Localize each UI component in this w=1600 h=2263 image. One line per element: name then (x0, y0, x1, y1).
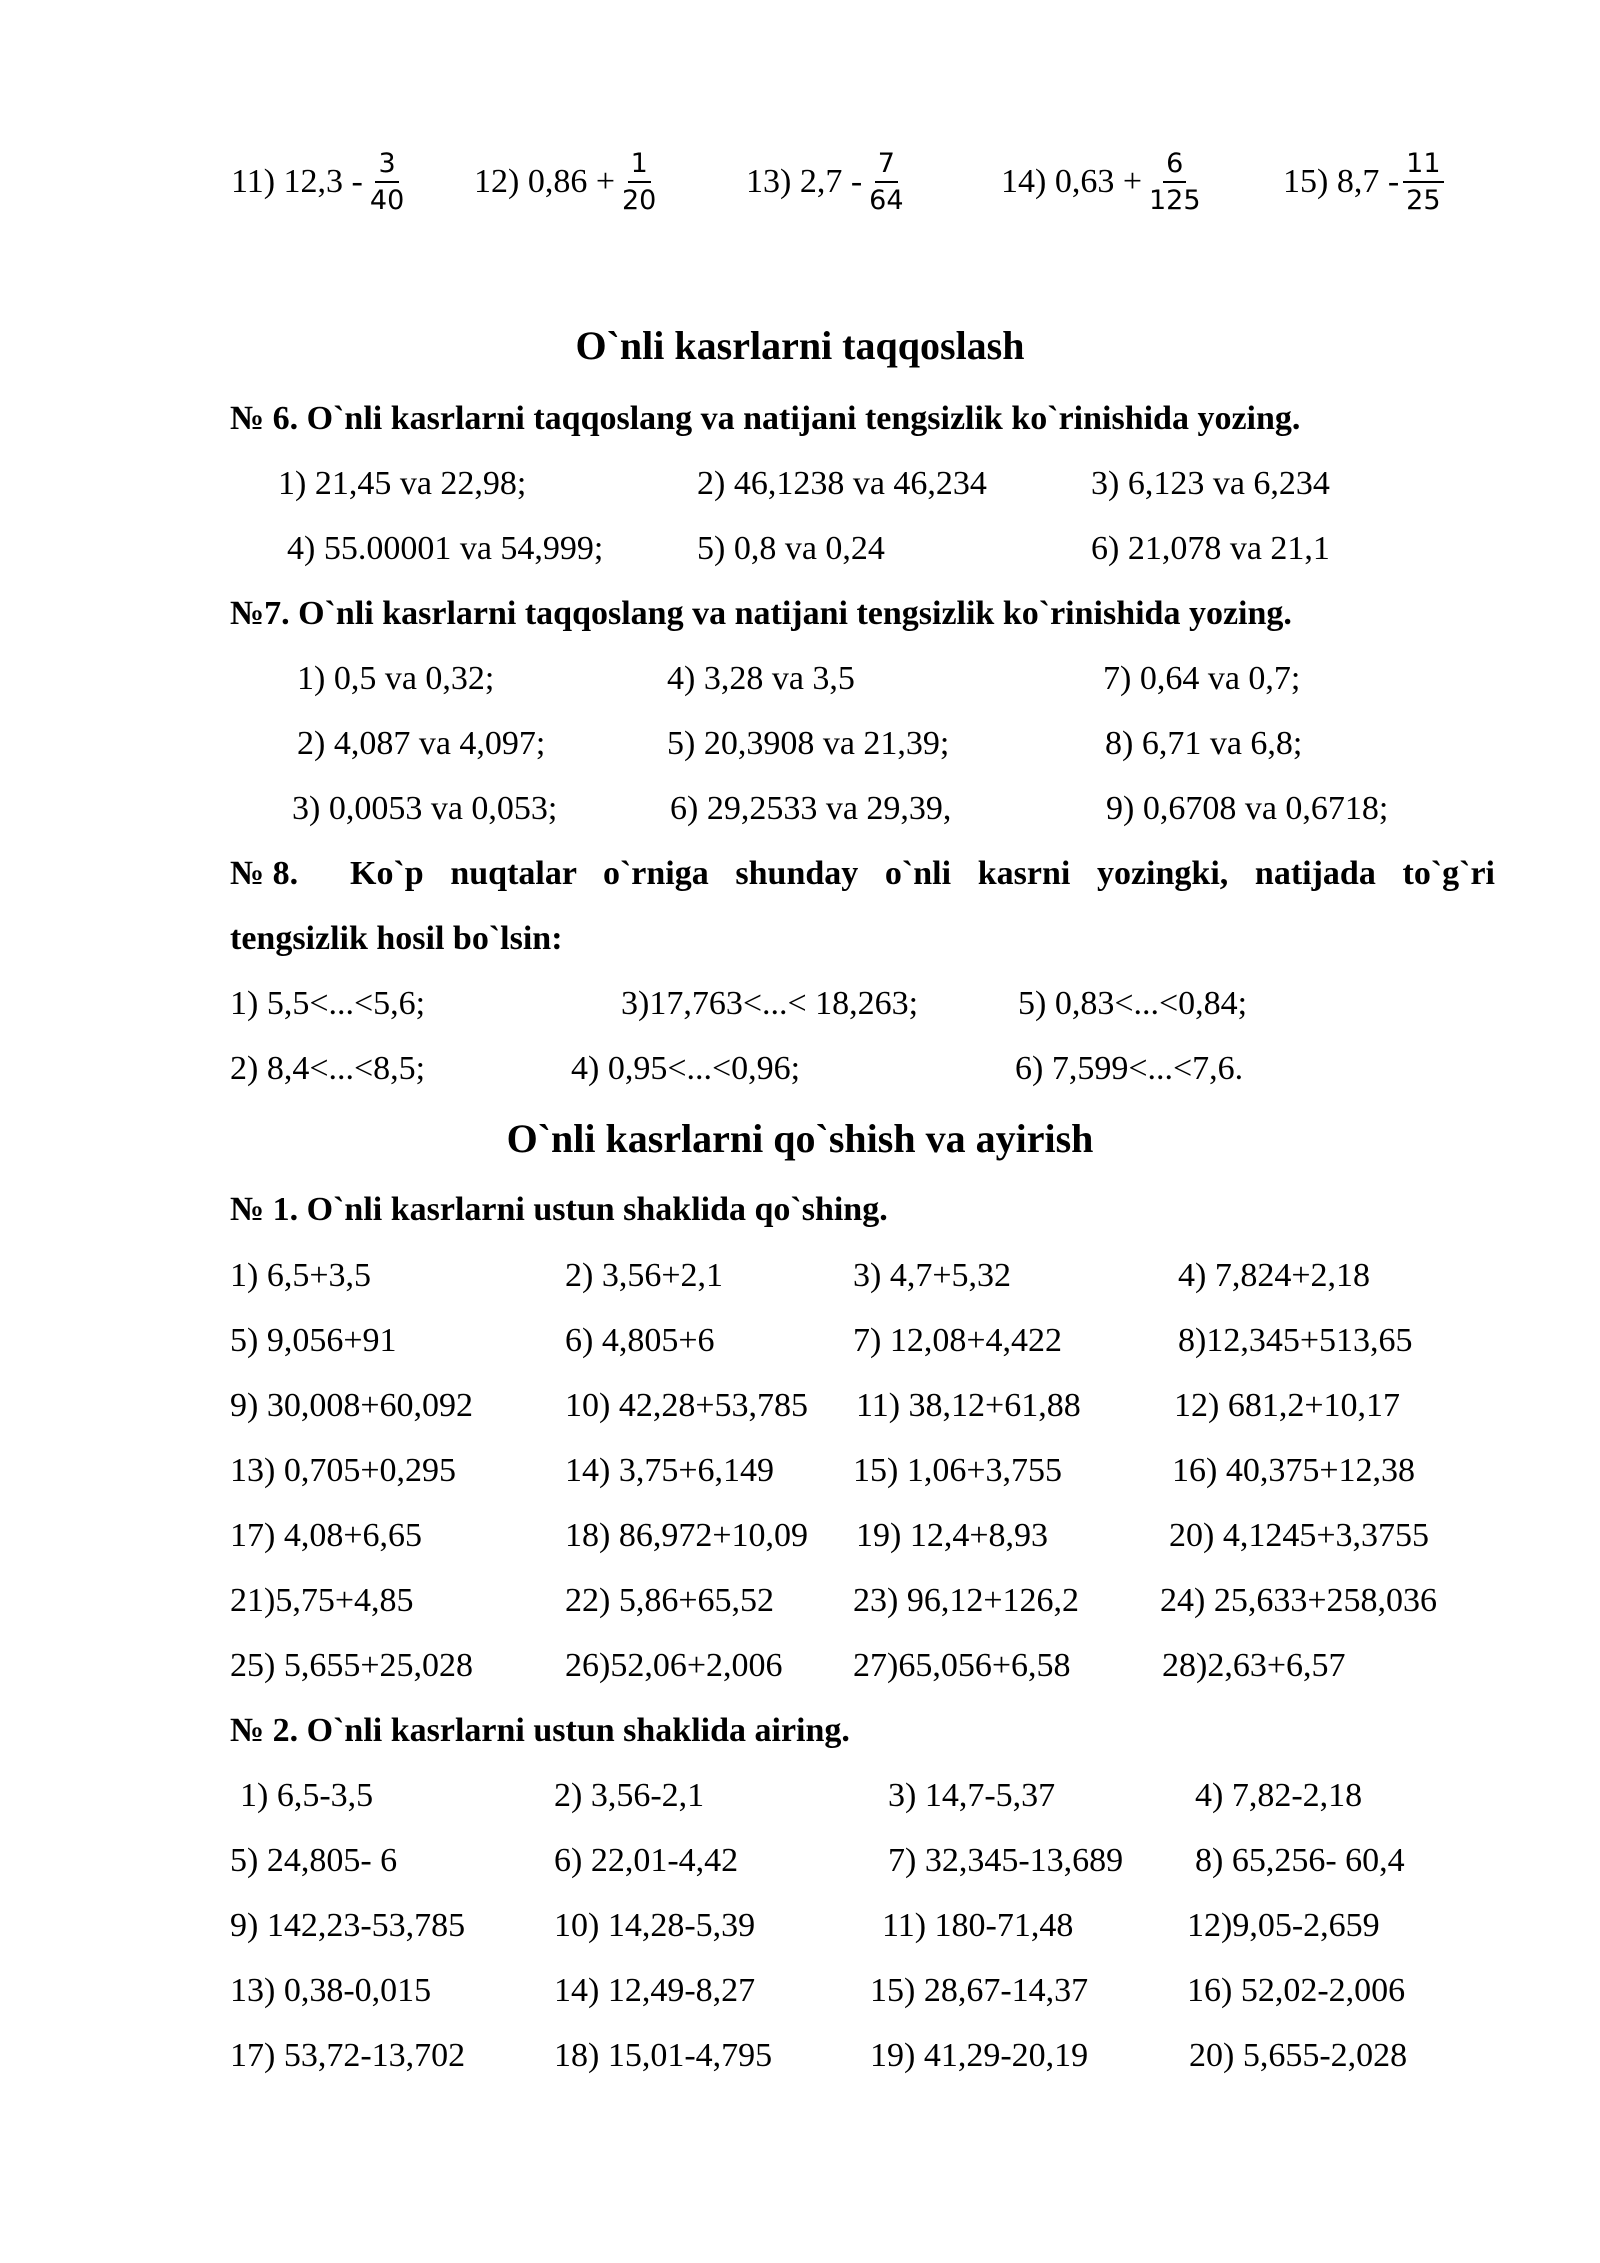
section-title-addition-subtraction: O`nli kasrlarni qo`shish va ayirish (506, 1116, 1094, 1161)
ex1-item: 17) 4,08+6,65 (230, 1517, 422, 1554)
fraction-exercise-14 (1001, 150, 1204, 214)
ex1-item: 3) 4,7+5,32 (853, 1257, 1011, 1294)
exercise-label: 11) 12,3 - (231, 163, 363, 200)
ex2-item: 12)9,05-2,659 (1187, 1907, 1380, 1944)
exercise-label: 15) 8,7 - (1283, 163, 1400, 200)
denominator: 25 (1406, 185, 1441, 216)
ex2-item: 19) 41,29-20,19 (870, 2037, 1089, 2074)
fraction (866, 150, 906, 214)
ex1-item: 20) 4,1245+3,3755 (1169, 1517, 1429, 1554)
ex1-item: 26)52,06+2,006 (565, 1647, 783, 1684)
ex2-item: 3) 14,7-5,37 (888, 1777, 1056, 1814)
ex7-item: 2) 4,087 va 4,097; (297, 725, 546, 762)
ex1-item: 2) 3,56+2,1 (565, 1257, 723, 1294)
ex7-item: 7) 0,64 va 0,7; (1103, 660, 1301, 697)
exercise-6-heading: № 6. O`nli kasrlarni taqqoslang va natijani tengsizlik ko`rinishida yozing. (230, 400, 1301, 437)
ex2-item: 15) 28,67-14,37 (870, 1972, 1089, 2009)
ex7-item: 3) 0,0053 va 0,053; (292, 790, 558, 827)
ex2-item: 2) 3,56-2,1 (554, 1777, 705, 1814)
denominator: 125 (1149, 185, 1201, 216)
ex1-item: 13) 0,705+0,295 (230, 1452, 456, 1489)
ex1-item: 19) 12,4+8,93 (856, 1517, 1048, 1554)
numerator: 1 (628, 150, 651, 183)
exercise-7-heading: №7. O`nli kasrlarni taqqoslang va natijani tengsizlik ko`rinishida yozing. (230, 595, 1292, 632)
ex2-item: 10) 14,28-5,39 (554, 1907, 756, 1944)
ex1-item: 25) 5,655+25,028 (230, 1647, 473, 1684)
ex2-item: 16) 52,02-2,006 (1187, 1972, 1406, 2009)
ex7-item: 8) 6,71 va 6,8; (1105, 725, 1303, 762)
ex7-item: 4) 3,28 va 3,5 (667, 660, 855, 697)
ex8-item: 5) 0,83<...<0,84; (1018, 985, 1248, 1022)
ex2-item: 14) 12,49-8,27 (554, 1972, 756, 2009)
ex6-item: 2) 46,1238 va 46,234 (697, 465, 987, 502)
ex6-item: 6) 21,078 va 21,1 (1091, 530, 1330, 567)
ex1-item: 18) 86,972+10,09 (565, 1517, 808, 1554)
ex2-item: 17) 53,72-13,702 (230, 2037, 466, 2074)
ex8-item: 4) 0,95<...<0,96; (571, 1050, 801, 1087)
numerator: 11 (1403, 150, 1443, 183)
numerator: 6 (1163, 150, 1186, 183)
ex1-item: 7) 12,08+4,422 (853, 1322, 1062, 1359)
ex2-item: 7) 32,345-13,689 (888, 1842, 1124, 1879)
ex6-item: 3) 6,123 va 6,234 (1091, 465, 1330, 502)
ex1-item: 21)5,75+4,85 (230, 1582, 414, 1619)
ex1-item: 11) 38,12+61,88 (856, 1387, 1081, 1424)
ex8-item: 1) 5,5<...<5,6; (230, 985, 426, 1022)
ex2-item: 5) 24,805- 6 (230, 1842, 398, 1879)
ex1-item: 10) 42,28+53,785 (565, 1387, 808, 1424)
ex1-item: 24) 25,633+258,036 (1160, 1582, 1437, 1619)
ex2-item: 20) 5,655-2,028 (1189, 2037, 1408, 2074)
ex8-item: 2) 8,4<...<8,5; (230, 1050, 426, 1087)
fraction (1403, 150, 1443, 214)
ex1-item: 14) 3,75+6,149 (565, 1452, 774, 1489)
fraction (367, 150, 407, 214)
exercise-8-heading-line2: tengsizlik hosil bo`lsin: (230, 920, 563, 957)
ex1-item: 4) 7,824+2,18 (1178, 1257, 1370, 1294)
ex2-item: 18) 15,01-4,795 (554, 2037, 773, 2074)
ex1-item: 1) 6,5+3,5 (230, 1257, 371, 1294)
exercise-label: 12) 0,86 + (474, 163, 615, 200)
numerator: 7 (875, 150, 898, 183)
ex1-item: 27)65,056+6,58 (853, 1647, 1071, 1684)
section-title-comparison: O`nli kasrlarni taqqoslash (575, 323, 1025, 368)
ex7-item: 6) 29,2533 va 29,39, (670, 790, 952, 827)
exercise-1-heading: № 1. O`nli kasrlarni ustun shaklida qo`shing. (230, 1191, 888, 1228)
ex2-item: 6) 22,01-4,42 (554, 1842, 739, 1879)
ex2-item: 4) 7,82-2,18 (1195, 1777, 1363, 1814)
exercise-8-heading-line1: Ko`p nuqtalar o`rniga shunday o`nli kasrni yozingki, natijada to`g`ri (350, 855, 1495, 892)
fraction-exercise-13 (746, 150, 907, 214)
exercise-2-heading: № 2. O`nli kasrlarni ustun shaklida airing. (230, 1712, 850, 1749)
ex1-item: 9) 30,008+60,092 (230, 1387, 473, 1424)
ex7-item: 5) 20,3908 va 21,39; (667, 725, 950, 762)
ex2-item: 13) 0,38-0,015 (230, 1972, 432, 2009)
ex1-item: 12) 681,2+10,17 (1174, 1387, 1400, 1424)
exercise-label: 13) 2,7 - (746, 163, 863, 200)
exercise-8-number: № 8. (230, 855, 299, 892)
exercise-label: 14) 0,63 + (1001, 163, 1142, 200)
ex1-item: 23) 96,12+126,2 (853, 1582, 1079, 1619)
fraction-exercise-11 (231, 150, 407, 214)
ex6-item: 1) 21,45 va 22,98; (278, 465, 527, 502)
ex7-item: 9) 0,6708 va 0,6718; (1106, 790, 1389, 827)
ex8-item: 3)17,763<...< 18,263; (621, 985, 919, 1022)
ex2-item: 11) 180-71,48 (882, 1907, 1074, 1944)
ex1-item: 22) 5,86+65,52 (565, 1582, 774, 1619)
ex2-item: 9) 142,23-53,785 (230, 1907, 466, 1944)
fraction-exercise-15 (1283, 150, 1444, 214)
ex7-item: 1) 0,5 va 0,32; (297, 660, 495, 697)
ex2-item: 1) 6,5-3,5 (240, 1777, 374, 1814)
ex1-item: 28)2,63+6,57 (1162, 1647, 1346, 1684)
ex6-item: 4) 55.00001 va 54,999; (287, 530, 604, 567)
denominator: 20 (622, 185, 657, 216)
ex6-item: 5) 0,8 va 0,24 (697, 530, 885, 567)
ex8-item: 6) 7,599<...<7,6. (1015, 1050, 1244, 1087)
ex1-item: 6) 4,805+6 (565, 1322, 715, 1359)
ex2-item: 8) 65,256- 60,4 (1195, 1842, 1405, 1879)
ex1-item: 16) 40,375+12,38 (1172, 1452, 1415, 1489)
ex1-item: 15) 1,06+3,755 (853, 1452, 1062, 1489)
ex1-item: 5) 9,056+91 (230, 1322, 397, 1359)
denominator: 64 (869, 185, 904, 216)
numerator: 3 (375, 150, 398, 183)
ex1-item: 8)12,345+513,65 (1178, 1322, 1413, 1359)
fraction-exercise-12 (474, 150, 659, 214)
fraction (1146, 150, 1204, 214)
denominator: 40 (369, 185, 405, 216)
fraction (619, 150, 659, 214)
